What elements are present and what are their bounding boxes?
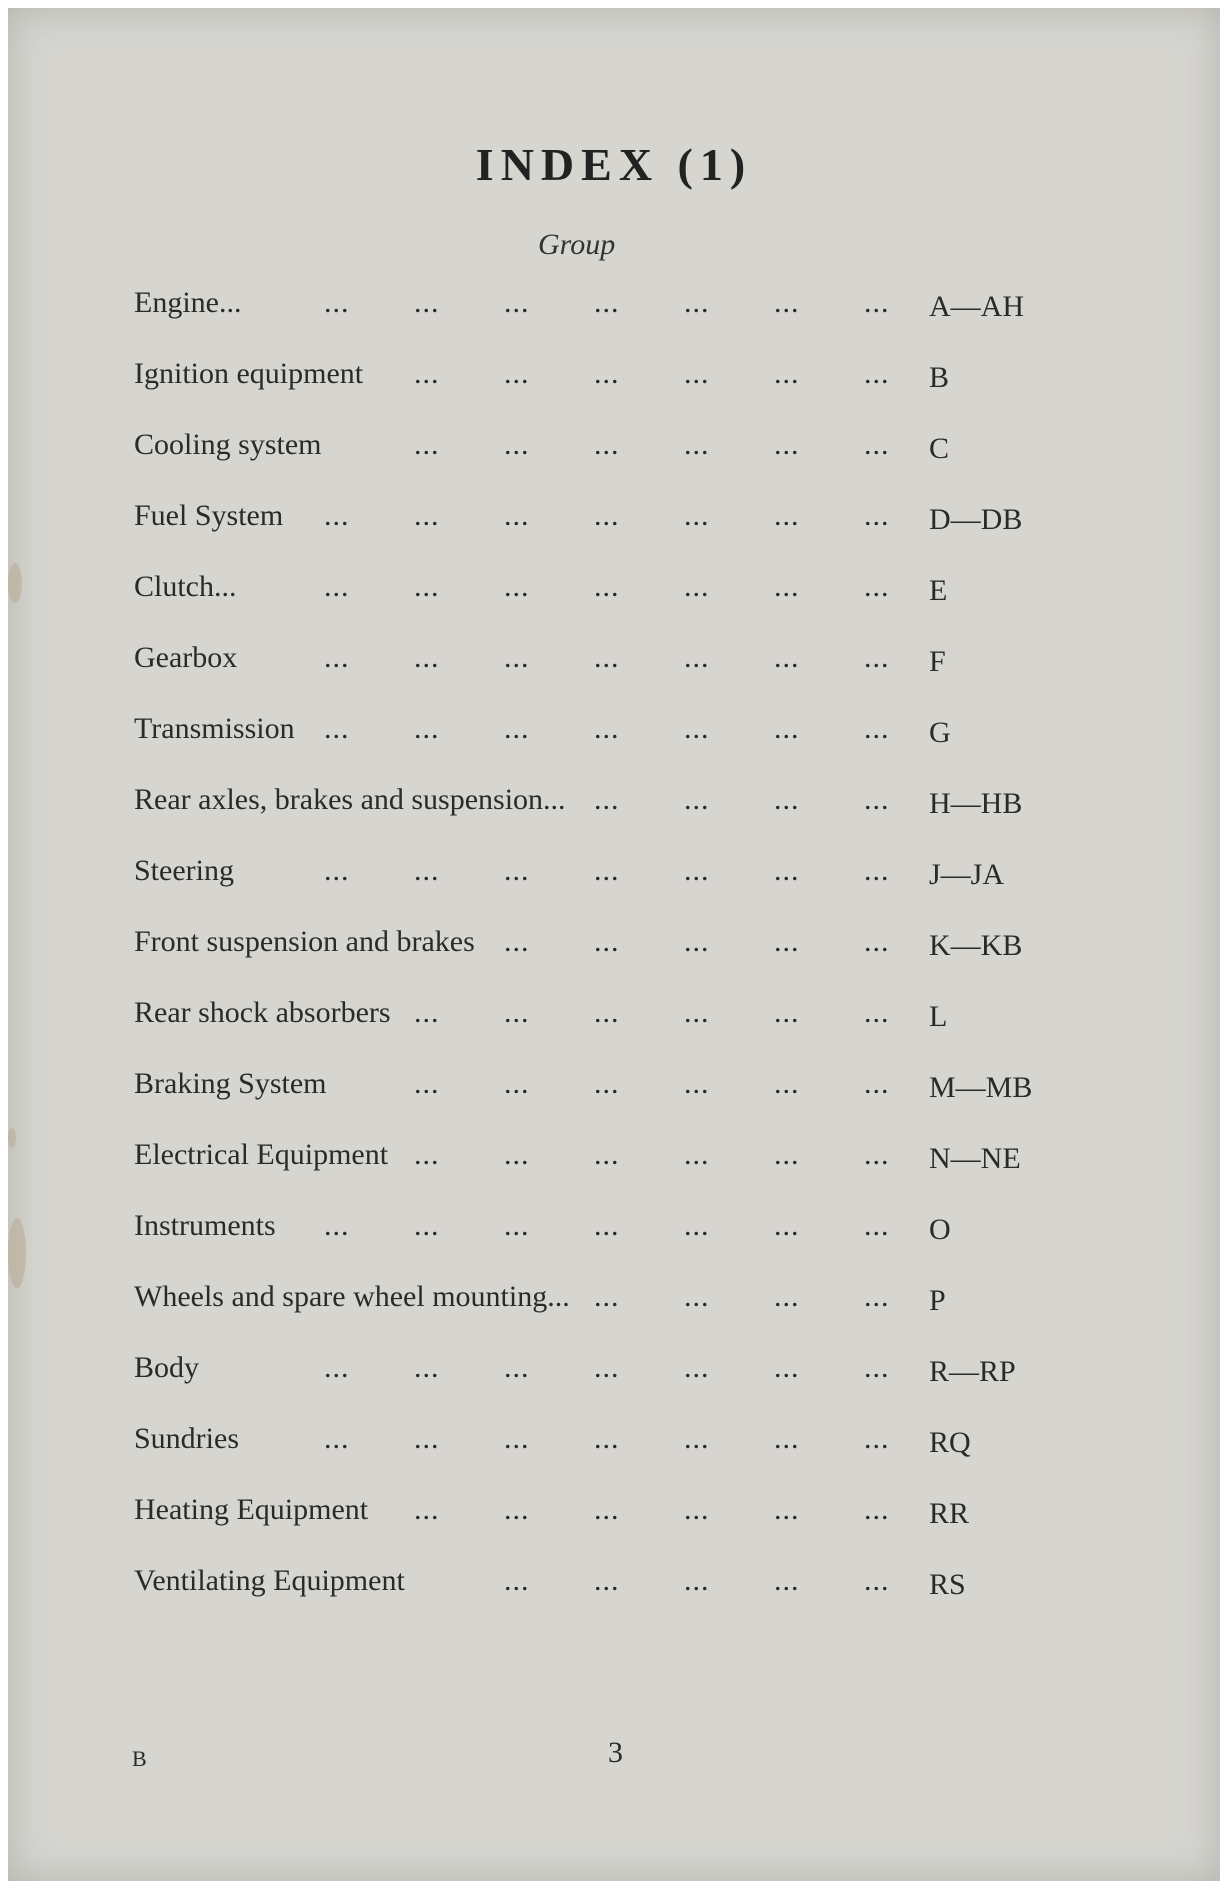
index-row	[134, 570, 1054, 641]
dot-leader: ...	[684, 712, 710, 745]
dot-leader: ...	[864, 1351, 890, 1384]
dot-leader: ...	[684, 357, 710, 390]
index-entry-label: Fuel System	[134, 499, 284, 532]
dot-leader: ...	[774, 286, 800, 319]
index-entry-group: F	[929, 645, 946, 678]
dot-leader: ...	[684, 1351, 710, 1384]
index-row	[134, 783, 1054, 854]
index-entry-label: Braking System	[134, 1067, 327, 1100]
dot-leader: ...	[594, 1067, 620, 1100]
index-entry-label: Cooling system	[134, 428, 322, 461]
index-entry-group: K—KB	[929, 929, 1023, 962]
dot-leader: ...	[684, 996, 710, 1029]
dot-leader: ...	[594, 854, 620, 887]
index-entry-group: B	[929, 361, 950, 394]
dot-leader: ...	[504, 854, 530, 887]
dot-leader: ...	[684, 1493, 710, 1526]
index-entry-label: Steering	[134, 854, 234, 887]
index-entry-group: P	[929, 1284, 946, 1317]
dot-leader: ...	[504, 712, 530, 745]
dot-leader: ...	[684, 925, 710, 958]
dot-leader: ...	[774, 1351, 800, 1384]
dot-leader: ...	[774, 1280, 800, 1313]
dot-leader: ...	[414, 996, 440, 1029]
index-entry-group: RR	[929, 1497, 970, 1530]
index-entry-group: R—RP	[929, 1355, 1016, 1388]
index-entry-group: J—JA	[929, 858, 1005, 891]
dot-leader: ...	[324, 570, 350, 603]
index-entry-label: Engine...	[134, 286, 242, 319]
dot-leader: ...	[414, 357, 440, 390]
dot-leader: ...	[594, 641, 620, 674]
index-list	[134, 286, 1054, 1635]
dot-leader: ...	[414, 570, 440, 603]
dot-leader: ...	[774, 499, 800, 532]
dot-leader: ...	[864, 854, 890, 887]
dot-leader: ...	[504, 641, 530, 674]
dot-leader: ...	[864, 1493, 890, 1526]
dot-leader: ...	[774, 641, 800, 674]
index-title: INDEX (1)	[475, 139, 753, 190]
dot-leader: ...	[864, 712, 890, 745]
dot-leader: ...	[414, 1422, 440, 1455]
dot-leader: ...	[684, 783, 710, 816]
dot-leader: ...	[414, 1067, 440, 1100]
index-row	[134, 1564, 1054, 1635]
index-entry-group: RS	[929, 1568, 966, 1601]
dot-leader: ...	[594, 783, 620, 816]
dot-leader: ...	[594, 499, 620, 532]
dot-leader: ...	[864, 499, 890, 532]
dot-leader: ...	[504, 996, 530, 1029]
index-entry-group: A—AH	[929, 290, 1024, 323]
dot-leader: ...	[864, 783, 890, 816]
index-entry-group: H—HB	[929, 787, 1023, 820]
dot-leader: ...	[594, 1280, 620, 1313]
dot-leader: ...	[684, 1067, 710, 1100]
dot-leader: ...	[774, 712, 800, 745]
dot-leader: ...	[774, 570, 800, 603]
index-entry-group: D—DB	[929, 503, 1023, 536]
index-entry-label: Rear axles, brakes and suspension...	[134, 783, 566, 816]
dot-leader: ...	[864, 1280, 890, 1313]
dot-leader: ...	[774, 428, 800, 461]
dot-leader: ...	[594, 996, 620, 1029]
index-entry-group: O	[929, 1213, 951, 1246]
dot-leader: ...	[774, 357, 800, 390]
dot-leader: ...	[684, 570, 710, 603]
dot-leader: ...	[864, 925, 890, 958]
index-row	[134, 1067, 1054, 1138]
paper-stain	[8, 1218, 26, 1288]
index-entry-group: M—MB	[929, 1071, 1033, 1104]
dot-leader: ...	[594, 712, 620, 745]
index-entry-label: Electrical Equipment	[134, 1138, 389, 1171]
dot-leader: ...	[504, 1493, 530, 1526]
index-entry-label: Gearbox	[134, 641, 238, 674]
index-row	[134, 499, 1054, 570]
index-row	[134, 854, 1054, 925]
dot-leader: ...	[324, 712, 350, 745]
group-column-heading: Group	[538, 228, 616, 261]
dot-leader: ...	[684, 286, 710, 319]
dot-leader: ...	[774, 1067, 800, 1100]
dot-leader: ...	[864, 1067, 890, 1100]
dot-leader: ...	[504, 428, 530, 461]
dot-leader: ...	[594, 570, 620, 603]
dot-leader: ...	[594, 286, 620, 319]
dot-leader: ...	[774, 996, 800, 1029]
index-row	[134, 712, 1054, 783]
dot-leader: ...	[324, 641, 350, 674]
dot-leader: ...	[504, 1138, 530, 1171]
dot-leader: ...	[864, 641, 890, 674]
dot-leader: ...	[324, 499, 350, 532]
index-row	[134, 1138, 1054, 1209]
dot-leader: ...	[774, 1209, 800, 1242]
dot-leader: ...	[594, 1351, 620, 1384]
dot-leader: ...	[594, 357, 620, 390]
dot-leader: ...	[324, 286, 350, 319]
index-entry-label: Ignition equipment	[134, 357, 364, 390]
dot-leader: ...	[774, 1138, 800, 1171]
dot-leader: ...	[864, 286, 890, 319]
dot-leader: ...	[414, 286, 440, 319]
index-entry-label: Transmission	[134, 712, 295, 745]
index-entry-group: L	[929, 1000, 948, 1033]
dot-leader: ...	[414, 1493, 440, 1526]
index-row	[134, 1351, 1054, 1422]
dot-leader: ...	[684, 854, 710, 887]
index-entry-label: Ventilating Equipment	[134, 1564, 405, 1597]
index-entry-label: Front suspension and brakes	[134, 925, 475, 958]
dot-leader: ...	[324, 1422, 350, 1455]
dot-leader: ...	[414, 641, 440, 674]
dot-leader: ...	[774, 854, 800, 887]
index-row	[134, 1280, 1054, 1351]
dot-leader: ...	[504, 286, 530, 319]
dot-leader: ...	[774, 925, 800, 958]
dot-leader: ...	[684, 1138, 710, 1171]
index-entry-label: Instruments	[134, 1209, 276, 1242]
dot-leader: ...	[594, 1209, 620, 1242]
dot-leader: ...	[774, 1422, 800, 1455]
index-row	[134, 1493, 1054, 1564]
dot-leader: ...	[324, 1351, 350, 1384]
dot-leader: ...	[774, 1564, 800, 1597]
index-row	[134, 357, 1054, 428]
dot-leader: ...	[504, 925, 530, 958]
dot-leader: ...	[774, 783, 800, 816]
dot-leader: ...	[594, 1564, 620, 1597]
dot-leader: ...	[414, 499, 440, 532]
dot-leader: ...	[864, 428, 890, 461]
dot-leader: ...	[594, 1422, 620, 1455]
dot-leader: ...	[414, 1209, 440, 1242]
paper-stain	[8, 563, 22, 603]
index-entry-group: RQ	[929, 1426, 971, 1459]
index-entry-label: Clutch...	[134, 570, 237, 603]
index-entry-group: C	[929, 432, 950, 465]
index-row	[134, 996, 1054, 1067]
index-entry-group: N—NE	[929, 1142, 1021, 1175]
dot-leader: ...	[684, 499, 710, 532]
dot-leader: ...	[504, 1209, 530, 1242]
index-row	[134, 1422, 1054, 1493]
index-entry-label: Sundries	[134, 1422, 239, 1455]
dot-leader: ...	[864, 357, 890, 390]
dot-leader: ...	[504, 1422, 530, 1455]
index-row	[134, 286, 1054, 357]
index-entry-label: Body	[134, 1351, 200, 1384]
dot-leader: ...	[594, 1493, 620, 1526]
dot-leader: ...	[414, 428, 440, 461]
dot-leader: ...	[504, 570, 530, 603]
dot-leader: ...	[684, 641, 710, 674]
dot-leader: ...	[594, 1138, 620, 1171]
dot-leader: ...	[684, 1209, 710, 1242]
index-row	[134, 1209, 1054, 1280]
dot-leader: ...	[684, 428, 710, 461]
signature-letter: B	[132, 1746, 147, 1771]
index-entry-group: G	[929, 716, 951, 749]
dot-leader: ...	[414, 712, 440, 745]
dot-leader: ...	[594, 428, 620, 461]
dot-leader: ...	[414, 854, 440, 887]
dot-leader: ...	[504, 357, 530, 390]
dot-leader: ...	[684, 1280, 710, 1313]
index-entry-group: E	[929, 574, 948, 607]
index-entry-label: Wheels and spare wheel mounting...	[134, 1280, 570, 1313]
dot-leader: ...	[864, 1209, 890, 1242]
dot-leader: ...	[774, 1493, 800, 1526]
dot-leader: ...	[414, 1138, 440, 1171]
dot-leader: ...	[324, 854, 350, 887]
dot-leader: ...	[504, 499, 530, 532]
dot-leader: ...	[324, 1209, 350, 1242]
index-row	[134, 925, 1054, 996]
dot-leader: ...	[504, 1564, 530, 1597]
paper-stain	[8, 1128, 16, 1148]
index-entry-label: Heating Equipment	[134, 1493, 369, 1526]
dot-leader: ...	[864, 570, 890, 603]
dot-leader: ...	[864, 996, 890, 1029]
dot-leader: ...	[864, 1138, 890, 1171]
document-page	[8, 8, 1220, 1881]
dot-leader: ...	[504, 1351, 530, 1384]
dot-leader: ...	[504, 1067, 530, 1100]
index-entry-label: Rear shock absorbers	[134, 996, 391, 1029]
dot-leader: ...	[594, 925, 620, 958]
dot-leader: ...	[684, 1564, 710, 1597]
index-row	[134, 428, 1054, 499]
index-row	[134, 641, 1054, 712]
page-number: 3	[608, 1736, 623, 1769]
dot-leader: ...	[864, 1564, 890, 1597]
dot-leader: ...	[864, 1422, 890, 1455]
dot-leader: ...	[684, 1422, 710, 1455]
dot-leader: ...	[414, 1351, 440, 1384]
